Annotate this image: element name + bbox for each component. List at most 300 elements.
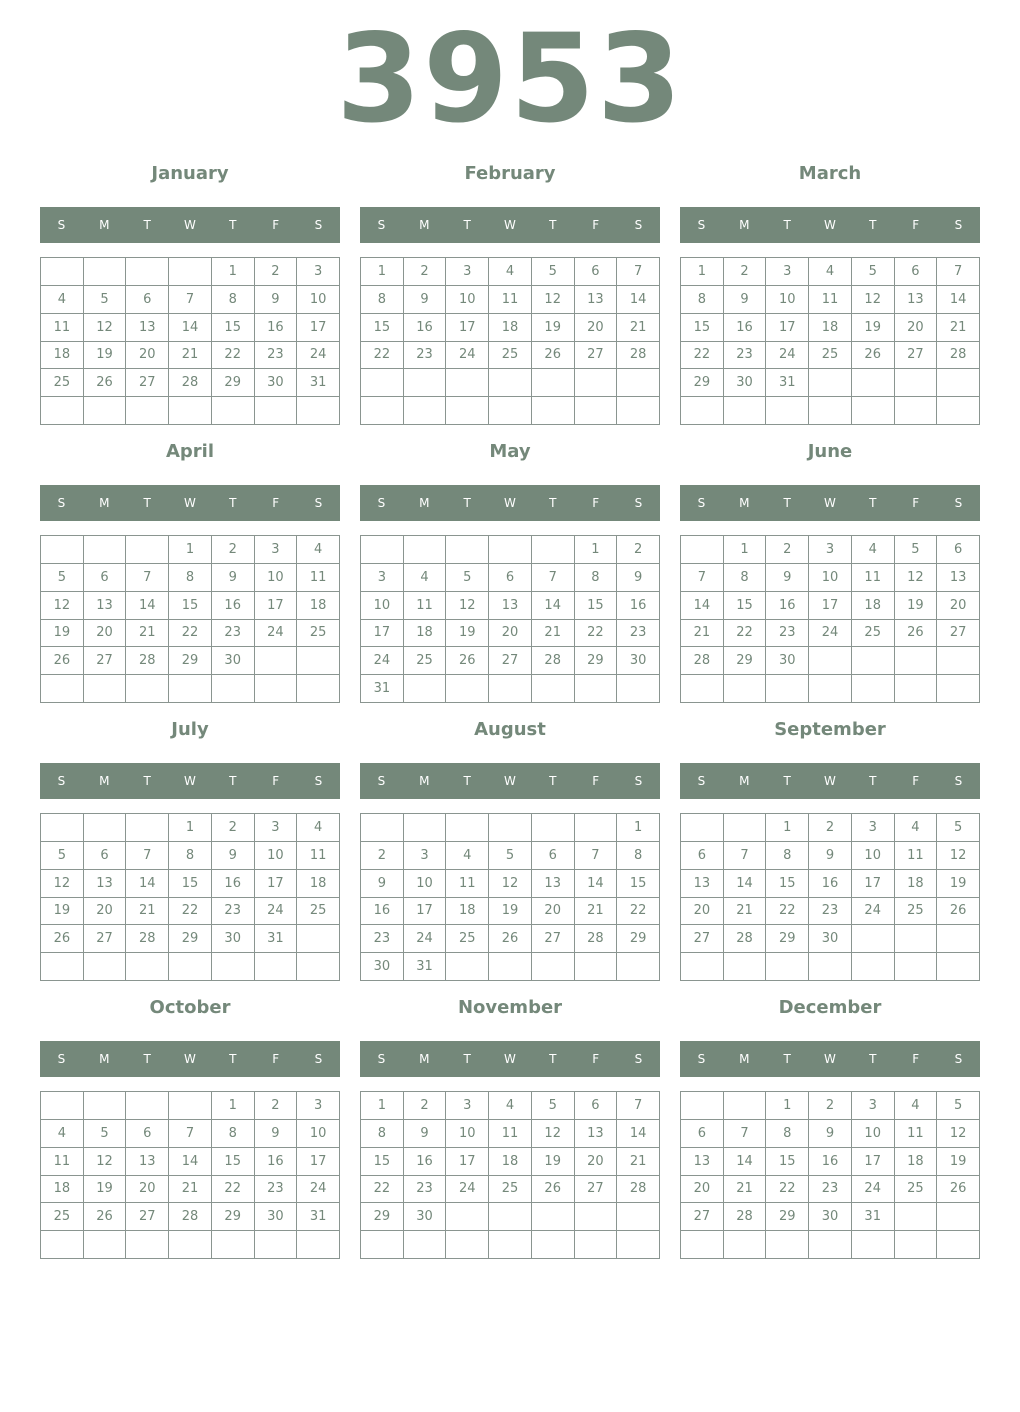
day-cell[interactable]: 23 xyxy=(404,342,447,370)
day-cell[interactable]: 31 xyxy=(852,1203,895,1231)
day-cell[interactable]: 15 xyxy=(766,870,809,898)
day-cell[interactable]: 23 xyxy=(255,1176,298,1204)
day-cell[interactable]: 2 xyxy=(361,842,404,870)
day-cell[interactable]: 28 xyxy=(126,925,169,953)
day-cell[interactable]: 6 xyxy=(681,842,724,870)
day-cell[interactable]: 1 xyxy=(169,536,212,564)
day-cell[interactable]: 10 xyxy=(255,842,298,870)
day-cell[interactable]: 8 xyxy=(617,842,660,870)
day-cell[interactable]: 22 xyxy=(617,898,660,926)
day-cell[interactable]: 16 xyxy=(255,1148,298,1176)
day-cell[interactable]: 22 xyxy=(361,1176,404,1204)
day-cell[interactable]: 4 xyxy=(895,814,938,842)
day-cell[interactable]: 22 xyxy=(766,898,809,926)
day-cell[interactable]: 16 xyxy=(617,592,660,620)
day-cell[interactable]: 7 xyxy=(724,842,767,870)
day-cell[interactable]: 19 xyxy=(41,898,84,926)
day-cell[interactable]: 3 xyxy=(297,1092,340,1120)
day-cell[interactable]: 6 xyxy=(126,286,169,314)
day-cell[interactable]: 13 xyxy=(126,1148,169,1176)
day-cell[interactable]: 23 xyxy=(255,342,298,370)
day-cell[interactable]: 13 xyxy=(126,314,169,342)
day-cell[interactable]: 30 xyxy=(212,925,255,953)
day-cell[interactable]: 4 xyxy=(895,1092,938,1120)
day-cell[interactable]: 3 xyxy=(446,258,489,286)
day-cell[interactable]: 26 xyxy=(852,342,895,370)
day-cell[interactable]: 8 xyxy=(681,286,724,314)
day-cell[interactable]: 11 xyxy=(895,1120,938,1148)
day-cell[interactable]: 17 xyxy=(766,314,809,342)
day-cell[interactable]: 8 xyxy=(169,564,212,592)
day-cell[interactable]: 12 xyxy=(41,592,84,620)
day-cell[interactable]: 6 xyxy=(84,564,127,592)
day-cell[interactable]: 4 xyxy=(489,1092,532,1120)
day-cell[interactable]: 20 xyxy=(126,1176,169,1204)
day-cell[interactable]: 11 xyxy=(809,286,852,314)
day-cell[interactable]: 15 xyxy=(575,592,618,620)
day-cell[interactable]: 2 xyxy=(255,258,298,286)
day-cell[interactable]: 21 xyxy=(532,620,575,648)
day-cell[interactable]: 27 xyxy=(895,342,938,370)
day-cell[interactable]: 5 xyxy=(41,564,84,592)
day-cell[interactable]: 9 xyxy=(809,1120,852,1148)
day-cell[interactable]: 13 xyxy=(84,592,127,620)
day-cell[interactable]: 23 xyxy=(617,620,660,648)
day-cell[interactable]: 11 xyxy=(895,842,938,870)
day-cell[interactable]: 15 xyxy=(766,1148,809,1176)
day-cell[interactable]: 4 xyxy=(809,258,852,286)
day-cell[interactable]: 23 xyxy=(766,620,809,648)
day-cell[interactable]: 2 xyxy=(724,258,767,286)
day-cell[interactable]: 8 xyxy=(766,1120,809,1148)
day-cell[interactable]: 10 xyxy=(766,286,809,314)
day-cell[interactable]: 12 xyxy=(84,1148,127,1176)
day-cell[interactable]: 30 xyxy=(766,647,809,675)
day-cell[interactable]: 5 xyxy=(41,842,84,870)
day-cell[interactable]: 7 xyxy=(575,842,618,870)
day-cell[interactable]: 3 xyxy=(809,536,852,564)
day-cell[interactable]: 28 xyxy=(169,369,212,397)
day-cell[interactable]: 21 xyxy=(126,620,169,648)
day-cell[interactable]: 25 xyxy=(41,1203,84,1231)
day-cell[interactable]: 13 xyxy=(575,1120,618,1148)
day-cell[interactable]: 29 xyxy=(681,369,724,397)
day-cell[interactable]: 9 xyxy=(212,564,255,592)
day-cell[interactable]: 1 xyxy=(575,536,618,564)
day-cell[interactable]: 16 xyxy=(361,898,404,926)
day-cell[interactable]: 22 xyxy=(361,342,404,370)
day-cell[interactable]: 14 xyxy=(169,1148,212,1176)
day-cell[interactable]: 6 xyxy=(532,842,575,870)
day-cell[interactable]: 21 xyxy=(126,898,169,926)
day-cell[interactable]: 25 xyxy=(297,898,340,926)
day-cell[interactable]: 31 xyxy=(255,925,298,953)
day-cell[interactable]: 19 xyxy=(895,592,938,620)
day-cell[interactable]: 4 xyxy=(404,564,447,592)
day-cell[interactable]: 20 xyxy=(937,592,980,620)
day-cell[interactable]: 12 xyxy=(532,286,575,314)
day-cell[interactable]: 7 xyxy=(724,1120,767,1148)
day-cell[interactable]: 17 xyxy=(404,898,447,926)
day-cell[interactable]: 18 xyxy=(895,870,938,898)
day-cell[interactable]: 28 xyxy=(937,342,980,370)
day-cell[interactable]: 31 xyxy=(766,369,809,397)
day-cell[interactable]: 17 xyxy=(361,620,404,648)
day-cell[interactable]: 16 xyxy=(404,314,447,342)
day-cell[interactable]: 10 xyxy=(361,592,404,620)
day-cell[interactable]: 4 xyxy=(852,536,895,564)
day-cell[interactable]: 24 xyxy=(446,342,489,370)
day-cell[interactable]: 26 xyxy=(446,647,489,675)
day-cell[interactable]: 30 xyxy=(255,369,298,397)
day-cell[interactable]: 2 xyxy=(212,536,255,564)
day-cell[interactable]: 17 xyxy=(255,592,298,620)
day-cell[interactable]: 12 xyxy=(84,314,127,342)
day-cell[interactable]: 17 xyxy=(255,870,298,898)
day-cell[interactable]: 20 xyxy=(489,620,532,648)
day-cell[interactable]: 19 xyxy=(937,1148,980,1176)
day-cell[interactable]: 15 xyxy=(169,870,212,898)
day-cell[interactable]: 21 xyxy=(169,342,212,370)
day-cell[interactable]: 6 xyxy=(937,536,980,564)
day-cell[interactable]: 31 xyxy=(297,369,340,397)
day-cell[interactable]: 10 xyxy=(404,870,447,898)
day-cell[interactable]: 28 xyxy=(532,647,575,675)
day-cell[interactable]: 18 xyxy=(895,1148,938,1176)
day-cell[interactable]: 6 xyxy=(895,258,938,286)
day-cell[interactable]: 14 xyxy=(681,592,724,620)
day-cell[interactable]: 19 xyxy=(446,620,489,648)
day-cell[interactable]: 1 xyxy=(766,1092,809,1120)
day-cell[interactable]: 28 xyxy=(126,647,169,675)
day-cell[interactable]: 5 xyxy=(489,842,532,870)
day-cell[interactable]: 6 xyxy=(489,564,532,592)
day-cell[interactable]: 20 xyxy=(681,1176,724,1204)
day-cell[interactable]: 12 xyxy=(41,870,84,898)
day-cell[interactable]: 7 xyxy=(169,1120,212,1148)
day-cell[interactable]: 3 xyxy=(852,1092,895,1120)
day-cell[interactable]: 15 xyxy=(212,314,255,342)
day-cell[interactable]: 27 xyxy=(532,925,575,953)
day-cell[interactable]: 24 xyxy=(297,342,340,370)
day-cell[interactable]: 25 xyxy=(41,369,84,397)
day-cell[interactable]: 28 xyxy=(169,1203,212,1231)
day-cell[interactable]: 26 xyxy=(937,898,980,926)
day-cell[interactable]: 18 xyxy=(852,592,895,620)
day-cell[interactable]: 29 xyxy=(212,1203,255,1231)
day-cell[interactable]: 26 xyxy=(532,1176,575,1204)
day-cell[interactable]: 5 xyxy=(937,1092,980,1120)
day-cell[interactable]: 22 xyxy=(724,620,767,648)
day-cell[interactable]: 6 xyxy=(575,258,618,286)
day-cell[interactable]: 7 xyxy=(126,842,169,870)
day-cell[interactable]: 16 xyxy=(809,870,852,898)
day-cell[interactable]: 5 xyxy=(937,814,980,842)
day-cell[interactable]: 13 xyxy=(937,564,980,592)
day-cell[interactable]: 20 xyxy=(84,620,127,648)
day-cell[interactable]: 8 xyxy=(766,842,809,870)
day-cell[interactable]: 5 xyxy=(895,536,938,564)
day-cell[interactable]: 29 xyxy=(169,925,212,953)
day-cell[interactable]: 13 xyxy=(681,1148,724,1176)
day-cell[interactable]: 19 xyxy=(532,314,575,342)
day-cell[interactable]: 30 xyxy=(724,369,767,397)
day-cell[interactable]: 14 xyxy=(617,1120,660,1148)
day-cell[interactable]: 2 xyxy=(766,536,809,564)
day-cell[interactable]: 16 xyxy=(724,314,767,342)
day-cell[interactable]: 10 xyxy=(446,286,489,314)
day-cell[interactable]: 4 xyxy=(446,842,489,870)
day-cell[interactable]: 8 xyxy=(361,1120,404,1148)
day-cell[interactable]: 18 xyxy=(809,314,852,342)
day-cell[interactable]: 1 xyxy=(169,814,212,842)
day-cell[interactable]: 20 xyxy=(126,342,169,370)
day-cell[interactable]: 5 xyxy=(84,1120,127,1148)
day-cell[interactable]: 17 xyxy=(446,1148,489,1176)
day-cell[interactable]: 7 xyxy=(937,258,980,286)
day-cell[interactable]: 9 xyxy=(361,870,404,898)
day-cell[interactable]: 21 xyxy=(575,898,618,926)
day-cell[interactable]: 20 xyxy=(532,898,575,926)
day-cell[interactable]: 7 xyxy=(126,564,169,592)
day-cell[interactable]: 5 xyxy=(446,564,489,592)
day-cell[interactable]: 7 xyxy=(617,1092,660,1120)
day-cell[interactable]: 25 xyxy=(895,898,938,926)
day-cell[interactable]: 25 xyxy=(404,647,447,675)
day-cell[interactable]: 3 xyxy=(766,258,809,286)
day-cell[interactable]: 6 xyxy=(84,842,127,870)
day-cell[interactable]: 3 xyxy=(255,536,298,564)
day-cell[interactable]: 23 xyxy=(809,1176,852,1204)
day-cell[interactable]: 26 xyxy=(532,342,575,370)
day-cell[interactable]: 20 xyxy=(84,898,127,926)
day-cell[interactable]: 17 xyxy=(809,592,852,620)
day-cell[interactable]: 22 xyxy=(212,1176,255,1204)
day-cell[interactable]: 23 xyxy=(724,342,767,370)
day-cell[interactable]: 29 xyxy=(575,647,618,675)
day-cell[interactable]: 30 xyxy=(617,647,660,675)
day-cell[interactable]: 20 xyxy=(575,314,618,342)
day-cell[interactable]: 17 xyxy=(446,314,489,342)
day-cell[interactable]: 10 xyxy=(297,1120,340,1148)
day-cell[interactable]: 3 xyxy=(297,258,340,286)
day-cell[interactable]: 12 xyxy=(446,592,489,620)
day-cell[interactable]: 9 xyxy=(809,842,852,870)
day-cell[interactable]: 22 xyxy=(169,620,212,648)
day-cell[interactable]: 23 xyxy=(361,925,404,953)
day-cell[interactable]: 1 xyxy=(681,258,724,286)
day-cell[interactable]: 9 xyxy=(255,1120,298,1148)
day-cell[interactable]: 3 xyxy=(852,814,895,842)
day-cell[interactable]: 9 xyxy=(617,564,660,592)
day-cell[interactable]: 29 xyxy=(724,647,767,675)
day-cell[interactable]: 22 xyxy=(766,1176,809,1204)
day-cell[interactable]: 21 xyxy=(724,1176,767,1204)
day-cell[interactable]: 12 xyxy=(852,286,895,314)
day-cell[interactable]: 10 xyxy=(852,1120,895,1148)
day-cell[interactable]: 2 xyxy=(617,536,660,564)
day-cell[interactable]: 19 xyxy=(852,314,895,342)
day-cell[interactable]: 30 xyxy=(809,925,852,953)
day-cell[interactable]: 20 xyxy=(575,1148,618,1176)
day-cell[interactable]: 23 xyxy=(212,898,255,926)
day-cell[interactable]: 11 xyxy=(852,564,895,592)
day-cell[interactable]: 16 xyxy=(212,870,255,898)
day-cell[interactable]: 1 xyxy=(212,258,255,286)
day-cell[interactable]: 9 xyxy=(404,286,447,314)
day-cell[interactable]: 4 xyxy=(297,814,340,842)
day-cell[interactable]: 25 xyxy=(852,620,895,648)
day-cell[interactable]: 24 xyxy=(361,647,404,675)
day-cell[interactable]: 5 xyxy=(84,286,127,314)
day-cell[interactable]: 31 xyxy=(297,1203,340,1231)
day-cell[interactable]: 11 xyxy=(41,314,84,342)
day-cell[interactable]: 30 xyxy=(404,1203,447,1231)
day-cell[interactable]: 3 xyxy=(404,842,447,870)
day-cell[interactable]: 29 xyxy=(766,925,809,953)
day-cell[interactable]: 30 xyxy=(809,1203,852,1231)
day-cell[interactable]: 24 xyxy=(766,342,809,370)
day-cell[interactable]: 2 xyxy=(255,1092,298,1120)
day-cell[interactable]: 15 xyxy=(169,592,212,620)
day-cell[interactable]: 27 xyxy=(575,342,618,370)
day-cell[interactable]: 8 xyxy=(212,286,255,314)
day-cell[interactable]: 16 xyxy=(809,1148,852,1176)
day-cell[interactable]: 26 xyxy=(895,620,938,648)
day-cell[interactable]: 11 xyxy=(489,1120,532,1148)
day-cell[interactable]: 27 xyxy=(681,925,724,953)
day-cell[interactable]: 11 xyxy=(297,842,340,870)
day-cell[interactable]: 13 xyxy=(532,870,575,898)
day-cell[interactable]: 25 xyxy=(489,1176,532,1204)
day-cell[interactable]: 17 xyxy=(297,1148,340,1176)
day-cell[interactable]: 13 xyxy=(895,286,938,314)
day-cell[interactable]: 16 xyxy=(255,314,298,342)
day-cell[interactable]: 24 xyxy=(255,620,298,648)
day-cell[interactable]: 11 xyxy=(489,286,532,314)
day-cell[interactable]: 9 xyxy=(212,842,255,870)
day-cell[interactable]: 28 xyxy=(617,1176,660,1204)
day-cell[interactable]: 18 xyxy=(41,342,84,370)
day-cell[interactable]: 19 xyxy=(489,898,532,926)
day-cell[interactable]: 3 xyxy=(255,814,298,842)
day-cell[interactable]: 30 xyxy=(212,647,255,675)
day-cell[interactable]: 3 xyxy=(446,1092,489,1120)
day-cell[interactable]: 28 xyxy=(681,647,724,675)
day-cell[interactable]: 20 xyxy=(681,898,724,926)
day-cell[interactable]: 14 xyxy=(532,592,575,620)
day-cell[interactable]: 10 xyxy=(446,1120,489,1148)
day-cell[interactable]: 19 xyxy=(84,1176,127,1204)
day-cell[interactable]: 19 xyxy=(84,342,127,370)
day-cell[interactable]: 5 xyxy=(532,258,575,286)
day-cell[interactable]: 31 xyxy=(361,675,404,703)
day-cell[interactable]: 26 xyxy=(41,647,84,675)
day-cell[interactable]: 29 xyxy=(617,925,660,953)
day-cell[interactable]: 25 xyxy=(489,342,532,370)
day-cell[interactable]: 9 xyxy=(255,286,298,314)
day-cell[interactable]: 6 xyxy=(681,1120,724,1148)
day-cell[interactable]: 16 xyxy=(212,592,255,620)
day-cell[interactable]: 13 xyxy=(489,592,532,620)
day-cell[interactable]: 15 xyxy=(681,314,724,342)
day-cell[interactable]: 8 xyxy=(724,564,767,592)
day-cell[interactable]: 29 xyxy=(766,1203,809,1231)
day-cell[interactable]: 8 xyxy=(361,286,404,314)
day-cell[interactable]: 10 xyxy=(852,842,895,870)
day-cell[interactable]: 1 xyxy=(766,814,809,842)
day-cell[interactable]: 28 xyxy=(724,925,767,953)
day-cell[interactable]: 7 xyxy=(617,258,660,286)
day-cell[interactable]: 24 xyxy=(809,620,852,648)
day-cell[interactable]: 9 xyxy=(724,286,767,314)
day-cell[interactable]: 28 xyxy=(617,342,660,370)
day-cell[interactable]: 1 xyxy=(361,258,404,286)
day-cell[interactable]: 27 xyxy=(489,647,532,675)
day-cell[interactable]: 15 xyxy=(361,1148,404,1176)
day-cell[interactable]: 15 xyxy=(617,870,660,898)
day-cell[interactable]: 26 xyxy=(489,925,532,953)
day-cell[interactable]: 14 xyxy=(126,870,169,898)
day-cell[interactable]: 4 xyxy=(489,258,532,286)
day-cell[interactable]: 24 xyxy=(255,898,298,926)
day-cell[interactable]: 19 xyxy=(41,620,84,648)
day-cell[interactable]: 18 xyxy=(41,1176,84,1204)
day-cell[interactable]: 28 xyxy=(724,1203,767,1231)
day-cell[interactable]: 8 xyxy=(169,842,212,870)
day-cell[interactable]: 29 xyxy=(361,1203,404,1231)
day-cell[interactable]: 23 xyxy=(212,620,255,648)
day-cell[interactable]: 24 xyxy=(852,898,895,926)
day-cell[interactable]: 12 xyxy=(489,870,532,898)
day-cell[interactable]: 10 xyxy=(809,564,852,592)
day-cell[interactable]: 25 xyxy=(446,925,489,953)
day-cell[interactable]: 2 xyxy=(404,1092,447,1120)
day-cell[interactable]: 27 xyxy=(84,647,127,675)
day-cell[interactable]: 27 xyxy=(126,369,169,397)
day-cell[interactable]: 16 xyxy=(404,1148,447,1176)
day-cell[interactable]: 22 xyxy=(169,898,212,926)
day-cell[interactable]: 21 xyxy=(724,898,767,926)
day-cell[interactable]: 11 xyxy=(297,564,340,592)
day-cell[interactable]: 11 xyxy=(404,592,447,620)
day-cell[interactable]: 14 xyxy=(937,286,980,314)
day-cell[interactable]: 14 xyxy=(724,1148,767,1176)
day-cell[interactable]: 23 xyxy=(809,898,852,926)
day-cell[interactable]: 18 xyxy=(404,620,447,648)
day-cell[interactable]: 12 xyxy=(895,564,938,592)
day-cell[interactable]: 18 xyxy=(446,898,489,926)
day-cell[interactable]: 21 xyxy=(681,620,724,648)
day-cell[interactable]: 2 xyxy=(404,258,447,286)
day-cell[interactable]: 20 xyxy=(895,314,938,342)
day-cell[interactable]: 27 xyxy=(126,1203,169,1231)
day-cell[interactable]: 1 xyxy=(212,1092,255,1120)
day-cell[interactable]: 2 xyxy=(809,814,852,842)
day-cell[interactable]: 10 xyxy=(255,564,298,592)
day-cell[interactable]: 15 xyxy=(361,314,404,342)
day-cell[interactable]: 22 xyxy=(212,342,255,370)
day-cell[interactable]: 19 xyxy=(532,1148,575,1176)
day-cell[interactable]: 14 xyxy=(575,870,618,898)
day-cell[interactable]: 2 xyxy=(809,1092,852,1120)
day-cell[interactable]: 1 xyxy=(361,1092,404,1120)
day-cell[interactable]: 29 xyxy=(169,647,212,675)
day-cell[interactable]: 9 xyxy=(766,564,809,592)
day-cell[interactable]: 25 xyxy=(297,620,340,648)
day-cell[interactable]: 23 xyxy=(404,1176,447,1204)
day-cell[interactable]: 24 xyxy=(446,1176,489,1204)
